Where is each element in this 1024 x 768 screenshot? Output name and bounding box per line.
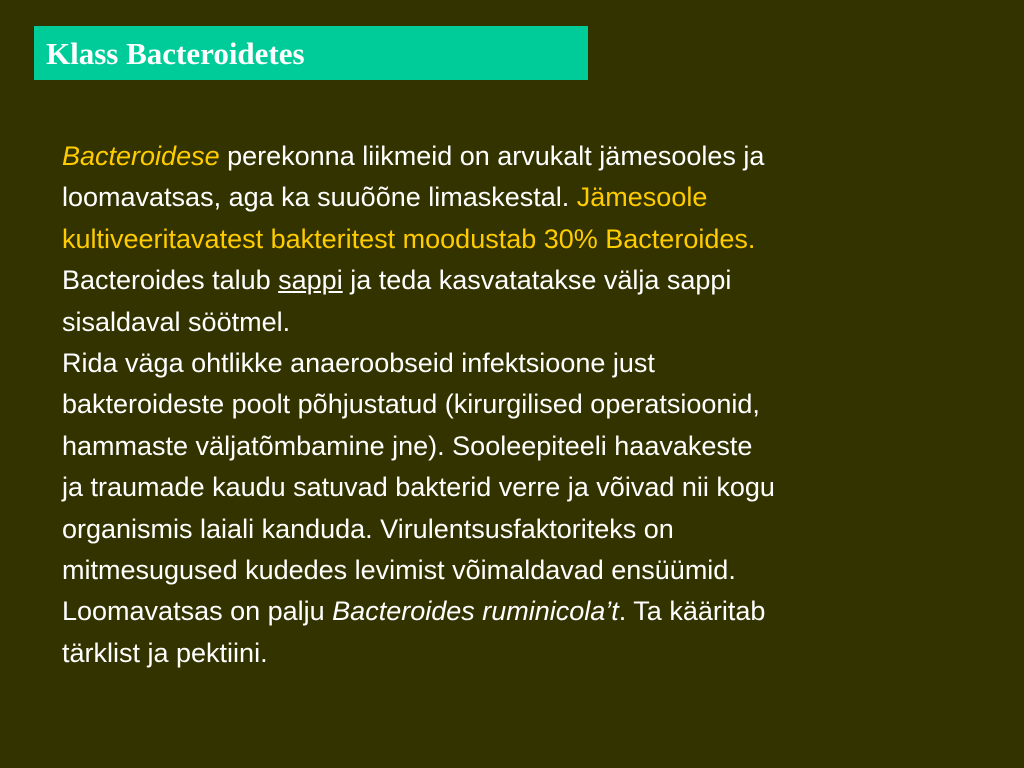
- underlined-word: sappi: [278, 265, 343, 296]
- body-line-10: organismis laiali kanduda. Virulentsusfaktoriteks on: [62, 513, 674, 544]
- body-line-12: [62, 591, 982, 632]
- body-text-segment: ja teda kasvatatakse välja sappi: [342, 265, 732, 296]
- slide-title: Klass Bacteroidetes: [46, 36, 305, 71]
- body-text-segment: perekonna liikmeid on arvukalt jämesooles ja: [219, 141, 765, 171]
- body-text: [62, 136, 982, 674]
- body-line-5: sisaldaval söötmel.: [62, 306, 291, 337]
- body-line-11: mitmesugused kudedes levimist võimaldavad ensüümid.: [62, 555, 736, 586]
- body-text-segment: loomavatsas, aga ka suuõõne limaskestal.: [62, 182, 577, 213]
- body-text-segment: Loomavatsas on palju: [62, 596, 333, 627]
- body-line-7: bakteroideste poolt põhjustatud (kirurgilised operatsioonid,: [62, 389, 760, 420]
- body-line-3: kultiveeritavatest bakteritest moodustab 30% Bacteroides.: [62, 223, 756, 254]
- body-line-4: [62, 260, 982, 301]
- body-line-6: Rida väga ohtlikke anaeroobseid infektsioone just: [62, 348, 655, 379]
- body-line-9: ja traumade kaudu satuvad bakterid verre ja võivad nii kogu: [62, 472, 775, 503]
- body-line-8: hammaste väljatõmbamine jne). Sooleepiteeli haavakeste: [62, 430, 753, 461]
- body-text-segment: Bacteroides talub: [62, 265, 279, 296]
- body-line-2: [62, 177, 982, 218]
- body-line-1: [62, 136, 982, 177]
- body-line-13: tärklist ja pektiini.: [62, 637, 268, 668]
- title-box: [34, 26, 588, 80]
- species-name-italic: Bacteroides ruminicola’t: [332, 596, 619, 627]
- body-text-segment: . Ta kääritab: [618, 596, 766, 627]
- genus-name-italic: Bacteroidese: [62, 141, 220, 171]
- highlighted-text: Jämesoole: [576, 182, 708, 213]
